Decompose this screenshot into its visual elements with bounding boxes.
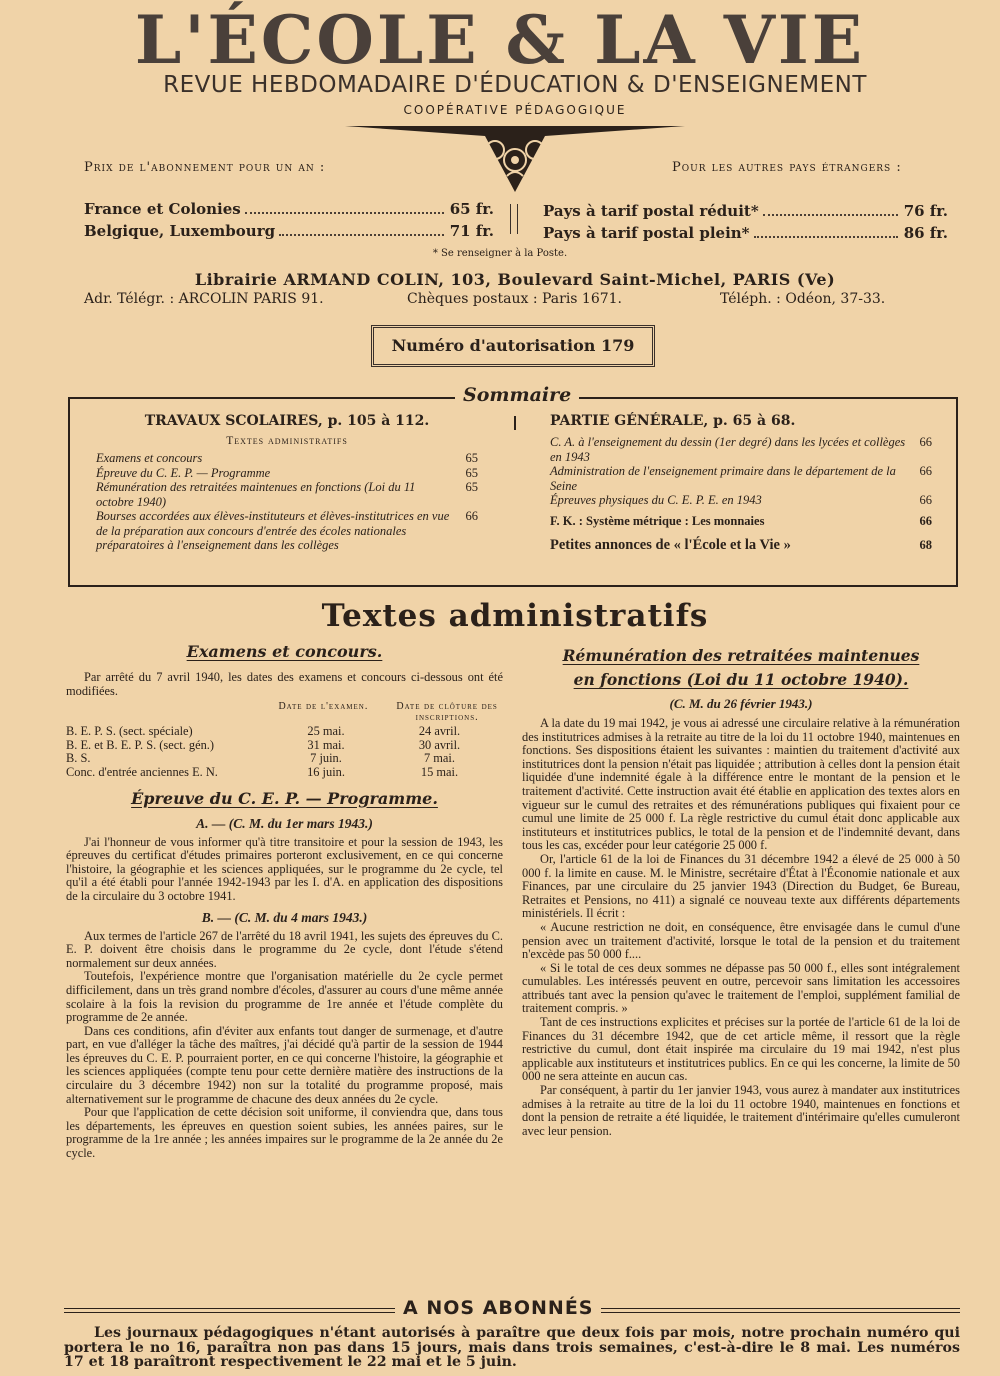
toc-item: Bourses accordées aux élèves-instituteurs et élèves-institutrices en vue de la préparation aux concours d'entrée des écoles nationales préparatoires à l'enseignement dans les collèges 66 bbox=[96, 509, 478, 552]
retraitees-ref: (C. M. du 26 février 1943.) bbox=[669, 696, 813, 711]
price-row bbox=[543, 224, 948, 242]
toc-item: Épreuve du C. E. P. — Programme 65 bbox=[96, 465, 478, 480]
retraitees-title: Rémunération des retraitées maintenues en fonctions (Loi du 11 octobre 1940). bbox=[562, 646, 920, 689]
masthead-subtitle: REVUE HEBDOMADAIRE D'ÉDUCATION & D'ENSEIGNEMENT bbox=[163, 72, 867, 98]
price-label: Pays à tarif postal plein* bbox=[543, 224, 750, 242]
toc-item: Administration de l'enseignement primaire dans le département de la Seine 66 bbox=[550, 464, 932, 493]
price-value: 65 fr. bbox=[449, 200, 494, 218]
price-list-right bbox=[543, 202, 948, 242]
table-row: B. E. P. S. (sect. spéciale) 25 mai. 24 avril. bbox=[66, 724, 461, 739]
price-value: 76 fr. bbox=[903, 202, 948, 220]
abonnes-title: A NOS ABONNÉS bbox=[395, 1297, 601, 1319]
cep-b-heading: B. — (C. M. du 4 mars 1943.) bbox=[201, 909, 368, 925]
exams-title: Examens et concours. bbox=[186, 642, 383, 661]
toc-item: Rémunération des retraitées maintenues en fonctions (Loi du 11 octobre 1940) 65 bbox=[96, 480, 478, 509]
price-row bbox=[84, 222, 494, 240]
price-heading-left: Prix de l'abonnement pour un an : bbox=[84, 160, 326, 175]
price-heading-right: Pour les autres pays étrangers : bbox=[672, 160, 902, 175]
sommaire-title: Sommaire bbox=[455, 384, 579, 406]
exams-table bbox=[66, 725, 503, 779]
exams-header-row: Date de l'examen. Date de clôture des inscriptions. bbox=[278, 701, 498, 724]
table-row: B. S. 7 juin. 7 mai. bbox=[66, 751, 455, 766]
sommaire-left-title: TRAVAUX SCOLAIRES, p. 105 à 112. bbox=[144, 413, 430, 429]
toc-item: Examens et concours 65 bbox=[96, 451, 478, 465]
publisher-telegram: Adr. Télégr. : ARCOLIN PARIS 91. bbox=[84, 291, 324, 307]
price-label: Belgique, Luxembourg bbox=[84, 222, 276, 240]
price-value: 71 fr. bbox=[449, 222, 494, 240]
authorization-number: Numéro d'autorisation 179 bbox=[371, 325, 655, 367]
sommaire-left-subtitle: Textes administratifs bbox=[226, 435, 348, 447]
price-label: France et Colonies bbox=[84, 200, 241, 218]
exams-intro: Par arrêté du 7 avril 1940, les dates des examens et concours ci-dessous ont été modifiées. bbox=[66, 670, 503, 698]
main-title: Textes administratifs bbox=[321, 598, 709, 634]
table-row: B. E. et B. E. P. S. (sect. gén.) 31 mai. 30 avril. bbox=[66, 737, 461, 752]
left-column bbox=[66, 642, 503, 1161]
cep-a-heading: A. — (C. M. du 1er mars 1943.) bbox=[196, 815, 373, 831]
sommaire-right-column bbox=[550, 413, 932, 553]
cep-title: Épreuve du C. E. P. — Programme. bbox=[131, 788, 438, 808]
masthead-cooperative: COOPÉRATIVE PÉDAGOGIQUE bbox=[403, 103, 627, 117]
price-value: 86 fr. bbox=[903, 224, 948, 242]
sommaire-left-column bbox=[96, 413, 478, 553]
sommaire-divider bbox=[514, 416, 516, 430]
publisher-line: Librairie ARMAND COLIN, 103, Boulevard Saint-Michel, PARIS (Ve) bbox=[194, 270, 836, 289]
toc-item: F. K. : Système métrique : Les monnaies 66 bbox=[550, 513, 932, 528]
right-column bbox=[522, 644, 960, 1138]
sommaire-right-title: PARTIE GÉNÉRALE, p. 65 à 68. bbox=[550, 413, 796, 429]
publisher-phone: Téléph. : Odéon, 37-33. bbox=[720, 291, 886, 307]
table-row: Conc. d'entrée anciennes E. N. 16 juin. 15 mai. bbox=[66, 764, 459, 779]
toc-item: Petites annonces de « l'École et la Vie » 68 bbox=[550, 537, 932, 553]
publisher-postal: Chèques postaux : Paris 1671. bbox=[407, 291, 623, 307]
toc-item: Épreuves physiques du C. E. P. E. en 1943 66 bbox=[550, 493, 932, 507]
retraitees-text: A la date du 19 mai 1942, je vous ai adressé une circulaire relative à la rémunération des institutrices admises à la retraite au titre de la loi du 11 octobre 1940, maintenues en fonctions. Ses dispositions étaient les suivantes : maintien du traitement d'activité aux institutrices dont la pension n'était pas liquidée ; attribution à celles dont la pension était liquidée d'une indemnité égale à la différence entre le montant de la pension et le traitement d'activité. Cette instruction avait été établie en application des textes alors en vigueur sur le cumul des retraites et des rémunérations publiques qui fixaient pour ce cumul une limite de 25 000 f. La règle restrictive du cumul était donc applicable aux instituteurs et institutrices publics, le total de la pension et de l'indemnité devant, dans tous les cas, excéder pour leur catégorie 25 000 f. Or, l'article 61 de la loi de Finances du 31 décembre 1942 a élevé de 25 000 à 50 000 f. la limite en cause. M. le Ministre, secrétaire d'État à l'Économie nationale et aux Finances, par une circulaire du 25 janvier 1943 (Direction du Budget, 6e Bureau, Retraites et Pensions, no 411) a signalé ce nouveau texte aux différents départements ministériels. Il écrit : « Aucune restriction ne doit, en conséquence, être envisagée dans le cumul d'une pension avec un traitement d'activité, lorsque le total de la pension et du traitement n'excède pas 50 000 f.... « Si le total de ces deux sommes ne dépasse pas 50 000 f., elles sont intégralement cumulables. Les intéressés peuvent en outre, percevoir sans limitation les accessoires attribués tant avec la pension qu'avec le traitement de l'emploi, supplément familial de traitement compris. » Tant de ces instructions explicites et précises sur la portée de l'article 61 de la loi de Finances du 31 décembre 1942, que de cet article même, il ressort que la règle restrictive du cumul, dont était inspirée ma circulaire du 19 mai 1942, n'est plus applicable aux instituteurs et institutrices publics. En ce qui les concerne, la limite de 50 000 ne sera atteinte en aucun cas. Par conséquent, à partir du 1er janvier 1943, vous aurez à mandater aux institutrices admises à la retraite au titre de la loi du 11 octobre 1940, maintenues en fonctions et dont la pension de retraite a été liquidée, le traitement d'intérimaire qu'elles cumuleront avec leur pension. bbox=[522, 716, 960, 1138]
price-row bbox=[543, 202, 948, 220]
toc-item: C. A. à l'enseignement du dessin (1er degré) dans les lycées et collèges en 1943 66 bbox=[550, 435, 932, 464]
price-divider bbox=[510, 204, 518, 234]
ornament-banner-icon bbox=[345, 124, 685, 199]
price-list-left bbox=[84, 200, 494, 240]
price-label: Pays à tarif postal réduit* bbox=[543, 202, 759, 220]
abonnes-text: Les journaux pédagogiques n'étant autorisés à paraître que deux fois par mois, notre prochain numéro qui portera le no 16, paraîtra non pas dans 15 jours, mais dans trois semaines, c'est-à-dire le 8 mai. Les numéros 17 et 18 paraîtront respectivement le 22 mai et le 5 juin. bbox=[64, 1325, 960, 1370]
price-note: * Se renseigner à la Poste. bbox=[432, 248, 568, 259]
masthead-title: L'ÉCOLE & LA VIE bbox=[134, 1, 866, 79]
cep-b-text: Aux termes de l'article 267 de l'arrêté du 18 avril 1941, les sujets des épreuves du C. E. P. doivent être choisis dans le programme du 2e cycle, dont l'étude s'étend normalement sur deux années. Toutefois, l'expérience montre que l'organisation matérielle du 2e cycle permet difficilement, dans un très grand nombre d'écoles, d'assurer au cours d'une même année scolaire à la fois la revision du programme de 1re année et l'étude complète du programme de 2e année. Dans ces conditions, afin d'éviter aux enfants tout danger de surmenage, et d'autre part, en vue d'alléger la tâche des maîtres, j'ai décidé qu'à partir de la session de 1944 les épreuves du C. E. P. pourraient porter, en ce qui concerne l'histoire, la géographie et les sciences appliquées (compte tenu pour cette dernière matière des instructions de la circulaire du 3 décembre 1942) non sur la totalité du programme proposé, mais alternativement sur le programme de chacune des deux années du 2e cycle. Pour que l'application de cette décision soit uniforme, il conviendra que, dans tous les départements, les épreuves en question soient subies, les années paires, sur le programme de la 1re année ; les années impaires sur le programme de la 2e année du 2e cycle. bbox=[66, 928, 503, 1161]
price-row bbox=[84, 200, 494, 218]
cep-a-text: J'ai l'honneur de vous informer qu'à titre transitoire et pour la session de 1943, les épreuves du certificat d'études primaires porteront exclusivement, en ce qui concerne l'histoire, la géographie et les sciences appliquées, sur le programme du 2e cycle, tel qu'il a été établi pour l'année 1942-1943 par les I. d'A. en application des dispositions de la circulaire du 3 octobre 1941. bbox=[66, 834, 503, 903]
